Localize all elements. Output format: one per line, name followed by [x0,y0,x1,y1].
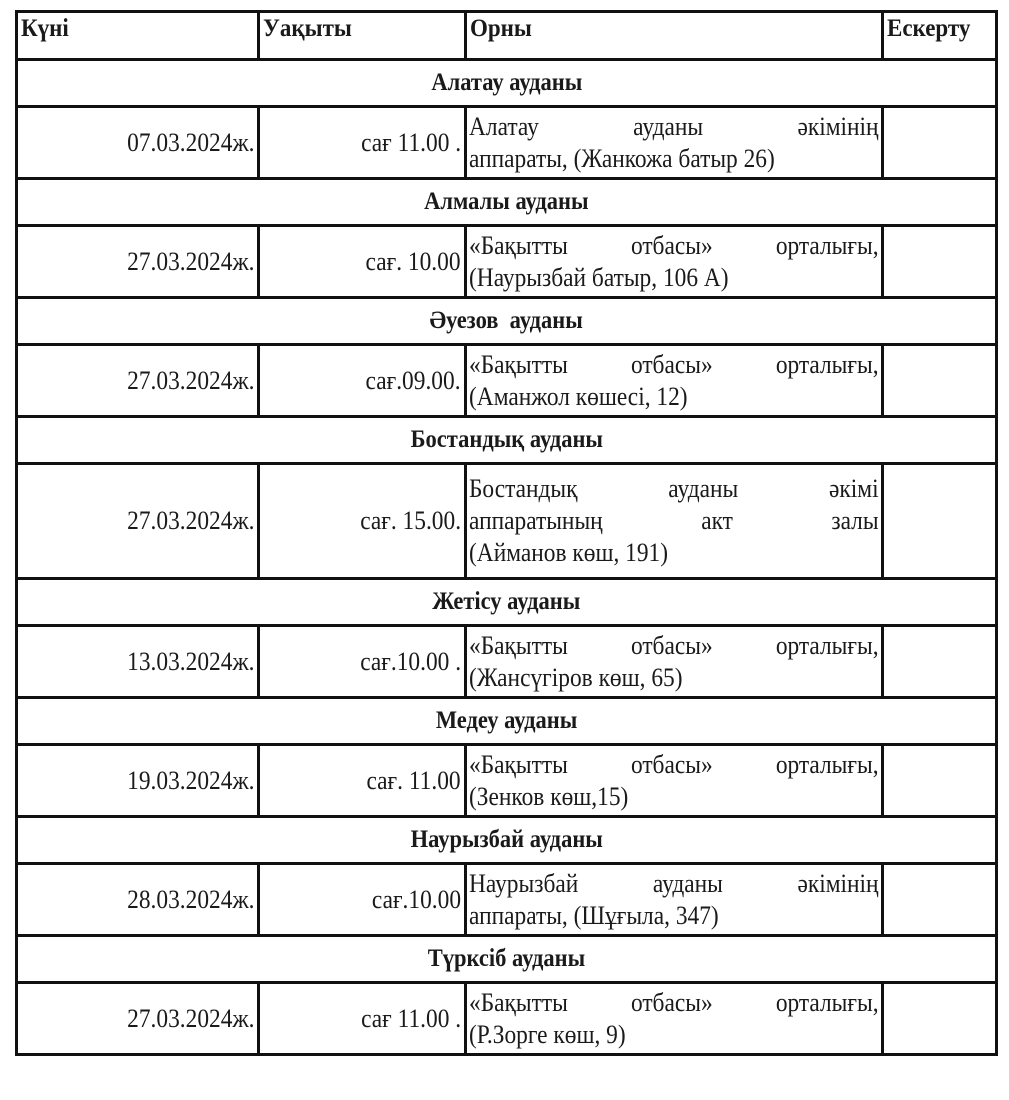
place-cell [466,864,883,936]
date-cell [17,745,259,817]
place-cell [466,626,883,698]
place-line: (Аманжол көшесі, 12) [469,381,688,411]
note-cell [883,345,997,417]
time-value: сағ.09.00. [365,365,461,395]
district-heading [17,579,997,626]
district-heading-row [17,579,997,626]
time-value: сағ.10.00 [371,884,461,914]
place-line: «Бақытты отбасы» орталығы, [469,349,879,379]
district-heading [17,60,997,107]
date-value: 27.03.2024ж. [126,246,254,276]
date-cell [17,864,259,936]
date-value: 27.03.2024ж. [126,1003,254,1033]
place-line: Алатау ауданы әкімінің [469,111,879,141]
district-name: Медеу ауданы [435,707,578,734]
date-value: 13.03.2024ж. [126,646,254,676]
table-row [17,226,997,298]
place-line: «Бақытты отбасы» орталығы, [469,230,879,260]
time-cell [259,107,466,179]
district-heading [17,179,997,226]
date-cell [17,226,259,298]
place-line: аппараты, (Жанкожа батыр 26) [469,143,775,173]
table-row [17,345,997,417]
place-line: «Бақытты отбасы» орталығы, [469,630,879,660]
place-cell [466,107,883,179]
place-line: (Жансүгіров көш, 65) [469,662,683,692]
note-cell [883,745,997,817]
date-value: 27.03.2024ж. [126,365,254,395]
time-cell [259,345,466,417]
district-heading [17,417,997,464]
time-cell [259,864,466,936]
table-row [17,983,997,1055]
district-heading-row [17,936,997,983]
header-time: Уақыты [259,12,466,60]
header-note: Ескерту [883,12,997,60]
district-name: Түрксіб ауданы [427,945,586,972]
date-value: 19.03.2024ж. [126,765,254,795]
district-heading [17,298,997,345]
header-place: Орны [466,12,883,60]
place-line: «Бақытты отбасы» орталығы, [469,987,879,1017]
place-cell [466,983,883,1055]
district-name: Алмалы ауданы [424,188,589,215]
table-row [17,745,997,817]
note-cell [883,464,997,579]
date-value: 07.03.2024ж. [126,127,254,157]
district-name: Алатау ауданы [431,69,582,96]
district-name: Бостандық ауданы [410,426,603,453]
date-cell [17,983,259,1055]
district-heading-row [17,179,997,226]
time-value: сағ.10.00 . [360,646,461,676]
district-heading [17,936,997,983]
header-date: Күні [17,12,259,60]
place-line: (Р.Зорге көш, 9) [469,1019,626,1049]
date-cell [17,345,259,417]
time-value: сағ 11.00 . [361,1003,461,1033]
date-value: 28.03.2024ж. [126,884,254,914]
district-name: Әуезов ауданы [429,307,584,334]
district-heading-row [17,298,997,345]
district-heading-row [17,417,997,464]
district-name: Наурызбай ауданы [410,826,603,853]
time-value: сағ 11.00 . [361,127,461,157]
note-cell [883,864,997,936]
place-line: Бостандық ауданы әкімі [469,474,879,503]
time-cell [259,626,466,698]
table-header-row [17,12,997,60]
time-cell [259,226,466,298]
table-row [17,464,997,579]
district-name: Жетісу ауданы [432,588,581,615]
time-value: сағ. 11.00 [366,765,461,795]
note-cell [883,983,997,1055]
time-value: сағ. 10.00 [365,246,461,276]
date-cell [17,626,259,698]
date-cell [17,107,259,179]
table-row [17,107,997,179]
place-cell [466,226,883,298]
note-cell [883,107,997,179]
district-heading-row [17,60,997,107]
time-cell [259,464,466,579]
date-value: 27.03.2024ж. [126,506,254,535]
place-cell [466,745,883,817]
time-cell [259,745,466,817]
place-line: (Айманов көш, 191) [469,538,669,567]
place-line: аппаратының акт залы [469,506,879,535]
district-heading-row [17,698,997,745]
place-cell [466,345,883,417]
note-cell [883,226,997,298]
place-line: Наурызбай ауданы әкімінің [469,868,879,898]
district-heading-row [17,817,997,864]
date-cell [17,464,259,579]
place-line: (Зенков көш,15) [469,781,629,811]
table-row [17,626,997,698]
place-line: (Наурызбай батыр, 106 А) [469,262,729,292]
time-cell [259,983,466,1055]
schedule-table [15,10,998,1056]
place-cell [466,464,883,579]
note-cell [883,626,997,698]
time-value: сағ. 15.00. [360,506,461,535]
place-line: аппараты, (Шұғыла, 347) [469,900,719,930]
district-heading [17,817,997,864]
table-row [17,864,997,936]
place-line: «Бақытты отбасы» орталығы, [469,749,879,779]
district-heading [17,698,997,745]
